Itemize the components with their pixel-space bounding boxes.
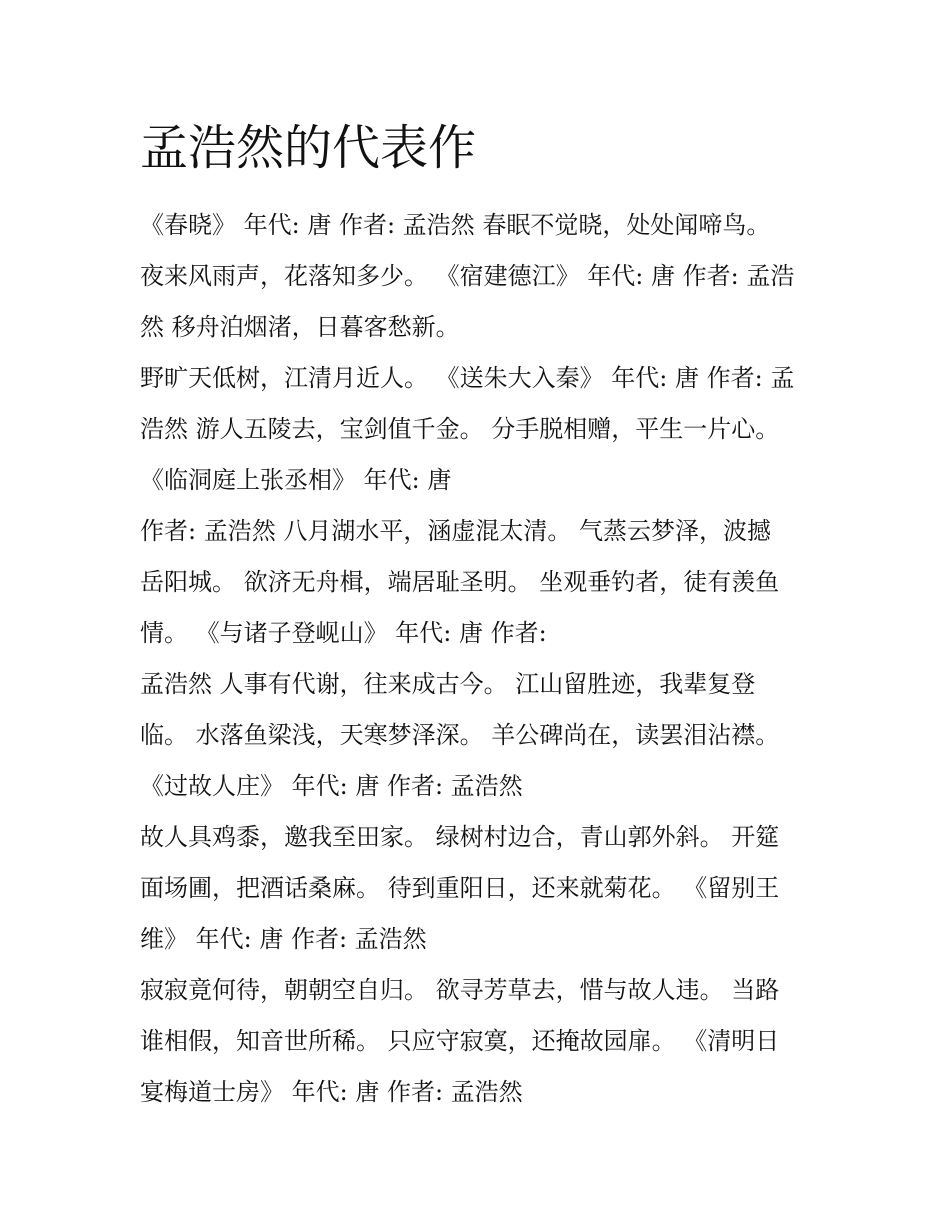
text-line: 然 移舟泊烟渚，日暮客愁新。: [140, 313, 460, 341]
text-line: 岳阳城。 欲济无舟楫，端居耻圣明。 坐观垂钓者，徒有羡鱼: [140, 568, 780, 596]
document-body: [140, 200, 810, 1118]
document-title: 孟浩然的代表作: [140, 120, 477, 176]
text-line: 寂寂竟何待，朝朝空自归。 欲寻芳草去，惜与故人违。 当路: [140, 976, 780, 1004]
text-line: 《过故人庄》 年代: 唐 作者: 孟浩然: [140, 772, 523, 800]
text-line: 宴梅道士房》 年代: 唐 作者: 孟浩然: [140, 1078, 523, 1106]
text-line: 《临洞庭上张丞相》 年代: 唐: [140, 466, 452, 494]
text-line: 孟浩然 人事有代谢，往来成古今。 江山留胜迹，我辈复登: [140, 670, 756, 698]
text-line: 临。 水落鱼梁浅，天寒梦泽深。 羊公碑尚在，读罢泪沾襟。: [140, 721, 780, 749]
text-line: 故人具鸡黍，邀我至田家。 绿树村边合，青山郭外斜。 开筵: [140, 823, 780, 851]
text-line: 浩然 游人五陵去，宝剑值千金。 分手脱相赠，平生一片心。: [140, 415, 780, 443]
text-line: 野旷天低树，江清月近人。 《送朱大入秦》 年代: 唐 作者: 孟: [140, 364, 795, 392]
text-line: 维》 年代: 唐 作者: 孟浩然: [140, 925, 427, 953]
text-line: 情。 《与诸子登岘山》 年代: 唐 作者:: [140, 619, 547, 647]
text-line: 作者: 孟浩然 八月湖水平，涵虚混太清。 气蒸云梦泽，波撼: [140, 517, 771, 545]
text-line: 面场圃，把酒话桑麻。 待到重阳日，还来就菊花。 《留别王: [140, 874, 780, 902]
document-page: [140, 112, 810, 1118]
text-line: 夜来风雨声，花落知多少。 《宿建德江》 年代: 唐 作者: 孟浩: [140, 262, 795, 290]
text-line: 谁相假，知音世所稀。 只应守寂寞，还掩故园扉。 《清明日: [140, 1027, 780, 1055]
text-line: 《春晓》 年代: 唐 作者: 孟浩然 春眠不觉晓，处处闻啼鸟。: [140, 211, 771, 239]
